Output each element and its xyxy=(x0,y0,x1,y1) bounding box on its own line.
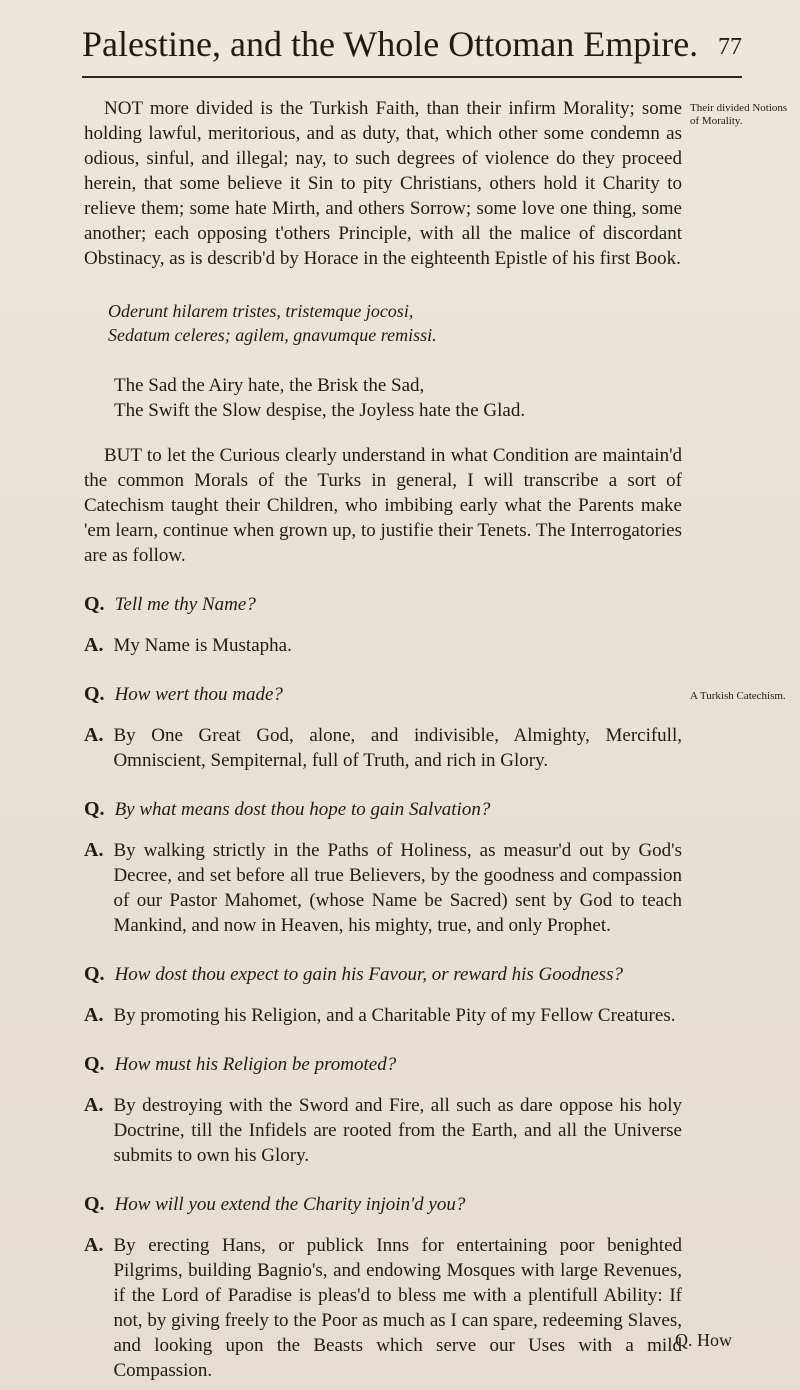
page-number: 77 xyxy=(718,34,742,60)
answer-text: By destroying with the Sword and Fire, all such as dare oppose his holy Doctrine, till the Infidels are rooted from the Earth, and all the Universe submits to own his Glory. xyxy=(113,1095,682,1166)
answer-row xyxy=(84,1233,682,1383)
page-content xyxy=(84,96,682,1383)
page-header xyxy=(82,22,742,78)
question-text: How must his Religion be promoted? xyxy=(114,1054,397,1075)
question-text: How will you extend the Charity injoin'd you? xyxy=(114,1194,466,1215)
answer-row xyxy=(84,633,682,658)
question-label: Q. xyxy=(84,1193,105,1215)
summary-line-1: The Sad the Airy hate, the Brisk the Sad, xyxy=(114,375,425,396)
question-row xyxy=(84,682,682,707)
answer-label: A. xyxy=(84,1234,104,1256)
section-gap xyxy=(84,423,682,443)
answer-text: By One Great God, alone, and indivisible, Almighty, Mercifull, Omniscient, Sempiternal, full of Truth, and rich in Glory. xyxy=(113,725,682,771)
answer-label: A. xyxy=(84,724,104,746)
question-row xyxy=(84,1192,682,1217)
answer-label: A. xyxy=(84,1094,104,1116)
answer-row xyxy=(84,1093,682,1168)
quote-line-2: Sedatum celeres; agilem, gnavumque remissi. xyxy=(108,325,437,345)
question-text: By what means dost thou hope to gain Salvation? xyxy=(114,799,491,820)
answer-row xyxy=(84,723,682,773)
answer-row xyxy=(84,1003,682,1028)
answer-row xyxy=(84,838,682,938)
paragraph-catechism-intro: BUT to let the Curious clearly understand in what Condition are maintain'd the common Morals of the Turks in general, I will transcribe a sort of Catechism taught their Children, who imbibing early what the Parents make 'em learn, continue when grown up, to justifie their Tenets. The Interrogatories are as follow. xyxy=(84,445,682,566)
summary-line-2: The Swift the Slow despise, the Joyless hate the Glad. xyxy=(114,400,526,421)
question-label: Q. xyxy=(84,593,105,615)
question-row xyxy=(84,592,682,617)
quote-line-1: Oderunt hilarem tristes, tristemque jocosi, xyxy=(108,301,414,321)
answer-label: A. xyxy=(84,634,104,656)
answer-label: A. xyxy=(84,1004,104,1026)
paragraph-morality: NOT more divided is the Turkish Faith, than their infirm Morality; some holding lawful, meritorious, and as duty, that, which other some condemn as odious, sinful, and illegal; nay, to such degrees of violence do they proceed herein, that some believe it Sin to pity Christians, others hold it Charity to relieve them; some hate Mirth, and others Sorrow; some love one thing, some another; each opposing t'others Principle, with all the malice of discordant Obstinacy, as is describ'd by Horace in the eighteenth Epistle of his first Book. xyxy=(84,98,682,269)
running-title: Palestine, and the Whole Ottoman Empire. xyxy=(82,24,699,64)
answer-text: My Name is Mustapha. xyxy=(113,635,292,656)
question-label: Q. xyxy=(84,1053,105,1075)
answer-text: By walking strictly in the Paths of Holiness, as measur'd out by God's Decree, and set before all true Believers, by the goodness and compassion of our Pastor Mahomet, (whose Name be Sacred) sent by God to teach Mankind, and now in Heaven, his mighty, true, and only Prophet. xyxy=(113,840,682,936)
translation-lines xyxy=(84,373,682,423)
question-row xyxy=(84,1052,682,1077)
marginal-note-morality: Their divided Notions of Morality. xyxy=(690,102,788,127)
question-row xyxy=(84,962,682,987)
question-text: How dost thou expect to gain his Favour, or reward his Goodness? xyxy=(114,964,623,985)
question-label: Q. xyxy=(84,683,105,705)
answer-label: A. xyxy=(84,839,104,861)
latin-quotation xyxy=(108,299,682,347)
answer-text: By erecting Hans, or publick Inns for entertaining poor benighted Pilgrims, building Bagnio's, and endowing Mosques with large Revenues, if the Lord of Paradise is pleas'd to bless me with a plentifull Ability: If not, by giving freely to the Poor as much as I can spare, redeeming Slaves, and looking upon the Beasts which serve our Uses with a mild Compassion. xyxy=(113,1235,682,1381)
question-row xyxy=(84,797,682,822)
answer-text: By promoting his Religion, and a Charitable Pity of my Fellow Creatures. xyxy=(113,1005,676,1026)
marginal-note-catechism: A Turkish Catechism. xyxy=(690,690,786,702)
question-text: Tell me thy Name? xyxy=(114,594,256,615)
question-label: Q. xyxy=(84,963,105,985)
question-text: How wert thou made? xyxy=(114,684,283,705)
question-label: Q. xyxy=(84,798,105,820)
catchword: Q. How xyxy=(675,1330,732,1350)
